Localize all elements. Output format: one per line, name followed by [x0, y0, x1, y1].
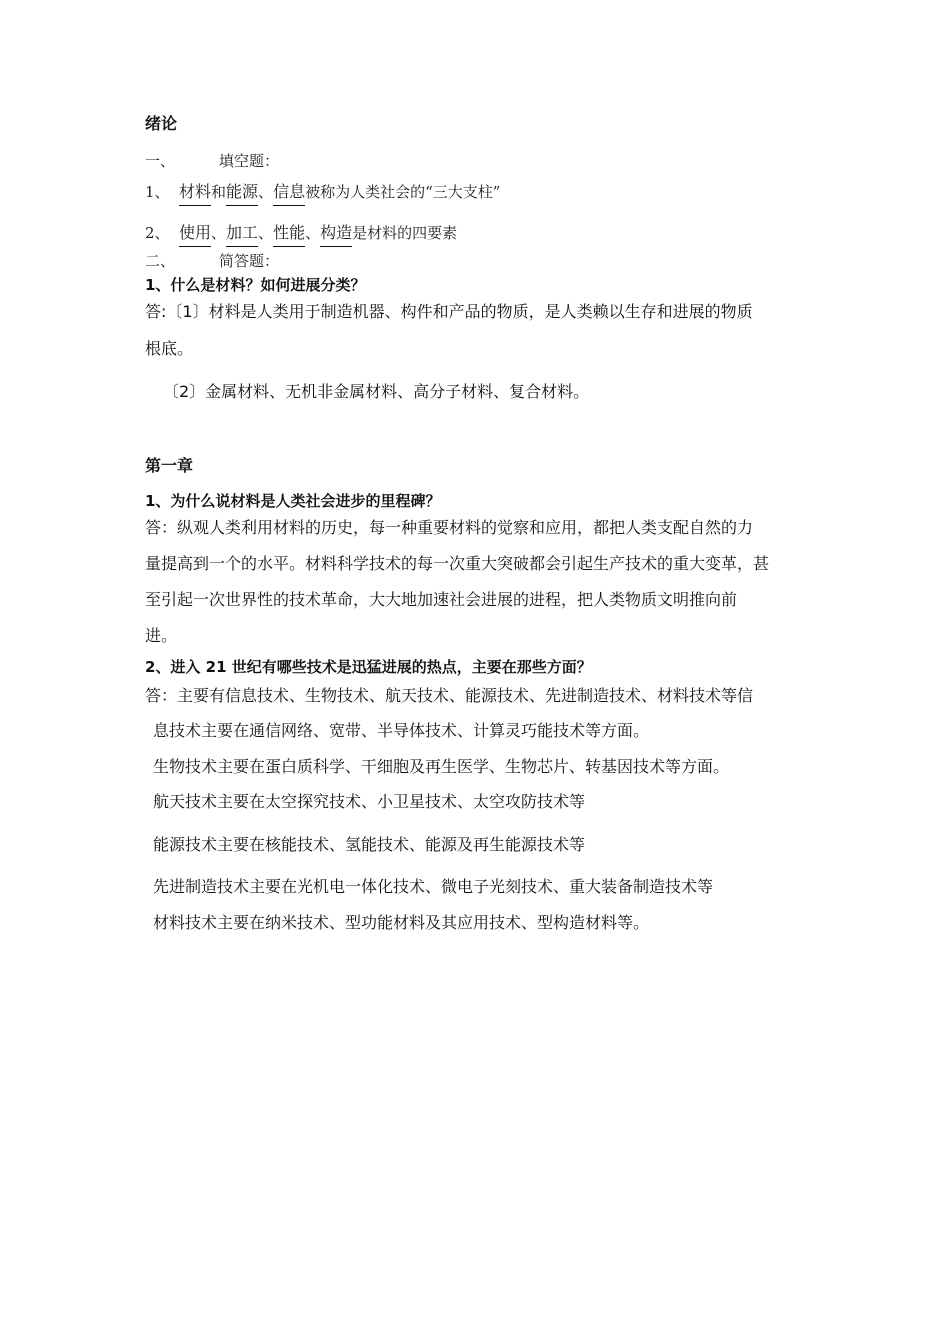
fill-question-2: 2、 使用、加工、性能、构造是材料的四要素 [145, 222, 457, 247]
section-fill-in [145, 150, 279, 172]
answer-line: 息技术主要在通信网络、宽带、半导体技术、计算灵巧能技术等方面。 [153, 721, 650, 740]
section-short-answer [145, 250, 279, 272]
section-number: 二、 [145, 252, 176, 270]
section-title: 填空题： [219, 152, 280, 170]
answer-line: 航天技术主要在太空探究技术、小卫星技术、太空攻防技术等 [153, 792, 586, 811]
answer-line: 答：主要有信息技术、生物技术、航天技术、能源技术、先进制造技术、材料技术等信 [145, 686, 754, 705]
section-title: 简答题： [219, 252, 280, 270]
blank-answer: 能源 [226, 181, 258, 206]
question: 1、什么是材料？如何进展分类？ [145, 276, 366, 294]
heading-intro: 绪论 [145, 114, 178, 133]
answer-line: 进。 [145, 626, 178, 645]
blank-answer: 构造 [320, 222, 352, 247]
blank-answer: 使用 [179, 222, 211, 247]
answer-line: 至引起一次世界性的技术革命，大大地加速社会进展的进程，把人类物质文明推向前 [145, 590, 738, 609]
blank-answer: 材料 [179, 181, 211, 206]
answer-line: 能源技术主要在核能技术、氢能技术、能源及再生能源技术等 [153, 835, 586, 854]
answer-line: 根底。 [145, 339, 194, 358]
blank-answer: 加工 [226, 222, 258, 247]
answer-line: 材料技术主要在纳米技术、型功能材料及其应用技术、型构造材料等。 [153, 913, 650, 932]
answer-line: 〔2〕金属材料、无机非金属材料、高分子材料、复合材料。 [163, 382, 590, 401]
answer-line: 生物技术主要在蛋白质科学、干细胞及再生医学、生物芯片、转基因技术等方面。 [153, 757, 730, 776]
answer-line: 量提高到一个的水平。材料科学技术的每一次重大突破都会引起生产技术的重大变革，甚 [145, 554, 770, 573]
answer-line: 先进制造技术主要在光机电一体化技术、微电子光刻技术、重大装备制造技术等 [153, 877, 714, 896]
section-number: 一、 [145, 152, 176, 170]
question: 2、进入 21 世纪有哪些技术是迅猛进展的热点，主要在那些方面？ [145, 658, 592, 676]
answer-line: 答:〔1〕材料是人类用于制造机器、构件和产品的物质，是人类赖以生存和进展的物质 [145, 302, 753, 321]
blank-answer: 性能 [273, 222, 305, 247]
heading-chapter-1: 第一章 [145, 456, 194, 475]
answer-line: 答：纵观人类利用材料的历史，每一种重要材料的觉察和应用，都把人类支配自然的力 [145, 518, 754, 537]
blank-answer: 信息 [273, 181, 305, 206]
fill-question-1: 1、 材料和能源、信息被称为人类社会的“三大支柱” [145, 181, 500, 206]
question: 1、为什么说材料是人类社会进步的里程碑？ [145, 492, 441, 510]
